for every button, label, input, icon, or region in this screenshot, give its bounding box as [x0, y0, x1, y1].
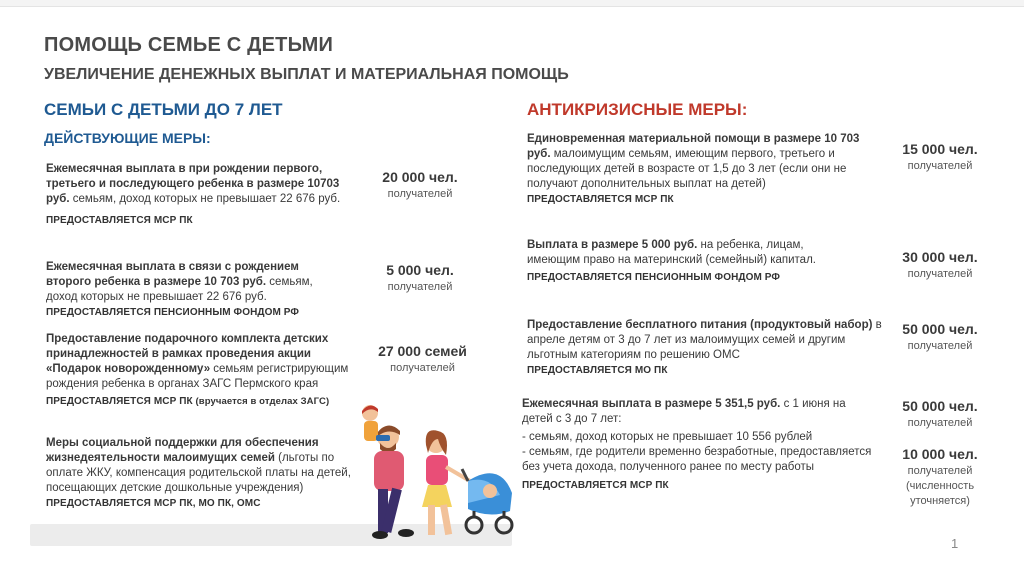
- measure-text: семьям регистрирующим рождения ребенка в органах ЗАГС Пермского края: [46, 363, 349, 390]
- stat-value: 10 000 чел.: [902, 446, 978, 462]
- slide-top-edge: [0, 0, 1024, 7]
- stat-value: 30 000 чел.: [902, 249, 978, 265]
- measure-provider: ПРЕДОСТАВЛЯЕТСЯ МСР ПК, МО ПК, ОМС: [46, 498, 261, 509]
- measure-lead: Предоставление подарочного комплекта детских принадлежностей в рамках проведения акции «Подарок новорожденному»: [46, 333, 329, 375]
- right-stat-4: [880, 398, 1000, 429]
- stat-value: 15 000 чел.: [902, 141, 978, 157]
- measure-lead: Выплата в размере 5 000 руб.: [527, 239, 698, 251]
- measure-lead: Предоставление бесплатного питания (продуктовый набор): [527, 319, 873, 331]
- stat-label: получателей: [390, 362, 455, 374]
- stat-label: получателей: [907, 465, 973, 477]
- measure-text: (льготы по оплате ЖКУ, компенсация родительской платы на детей, посещающих детские дошкольные учреждения): [46, 452, 351, 494]
- stat-label: получателей: [907, 160, 973, 172]
- measure-provider: ПРЕДОСТАВЛЯЕТСЯ ПЕНСИОННЫМ ФОНДОМ РФ: [46, 307, 300, 318]
- right-measure-3: [527, 318, 882, 378]
- right-section-title: АНТИКРИЗИСНЫЕ МЕРЫ:: [527, 100, 748, 119]
- measure-lead: Меры социальной поддержки для обеспечения жизнедеятельности малоимущих семей: [46, 437, 319, 464]
- stat-label: получателей: [387, 188, 453, 200]
- right-measure-2: [527, 238, 842, 285]
- stat-value: 5 000 чел.: [386, 262, 454, 278]
- left-measure-2: [46, 260, 321, 320]
- stat-label: получателей: [907, 340, 973, 352]
- measure-text: семьям, доход которых не превышает 22 676 руб.: [69, 193, 341, 205]
- stat-value: 50 000 чел.: [902, 398, 978, 414]
- stat-label: получателей: [907, 417, 973, 429]
- right-stat-5: [880, 446, 1000, 509]
- stat-note: (численность уточняется): [905, 480, 975, 507]
- left-measure-3: [46, 332, 356, 409]
- measure-provider: ПРЕДОСТАВЛЯЕТСЯ МО ПК: [527, 365, 668, 376]
- left-stat-1: [360, 169, 480, 200]
- child-figure: [362, 405, 390, 441]
- right-stat-2: [880, 249, 1000, 280]
- left-subsection-title: ДЕЙСТВУЮЩИЕ МЕРЫ:: [44, 130, 211, 146]
- left-stat-2: [360, 262, 480, 293]
- measure-text: семьям, доход которых не превышает 22 676 руб.: [46, 276, 313, 303]
- stat-value: 27 000 семей: [378, 343, 467, 359]
- measure-lead: Единовременная материальной помощи в размере 10 703 руб.: [527, 133, 860, 160]
- father-figure: [372, 425, 414, 539]
- measure-provider: ПРЕДОСТАВЛЯЕТСЯ ПЕНСИОННЫМ ФОНДОМ РФ: [527, 272, 781, 283]
- left-measure-4: [46, 436, 351, 511]
- measure-text: малоимущим семьям, имеющим первого, третьего и последующих детей в возрасте от 1,5 до 3 лет (если они не получают дополнительных выплат на детей): [527, 148, 847, 190]
- right-measure-1: [527, 132, 862, 207]
- right-measure-4: [522, 397, 877, 493]
- measure-lead: Ежемесячная выплата в при рождении первого, третьего и последующего ребенка в размере 10703 руб.: [46, 163, 340, 205]
- left-section-title: СЕМЬИ С ДЕТЬМИ ДО 7 ЛЕТ: [44, 100, 283, 119]
- page-number: 1: [951, 536, 959, 551]
- measure-provider: ПРЕДОСТАВЛЯЕТСЯ МСР ПК (вручается в отделах ЗАГС): [46, 396, 330, 407]
- family-illustration: [340, 395, 520, 545]
- right-stat-1: [880, 141, 1000, 172]
- measure-text: на ребенка, лицам, имеющим право на материнский (семейный) капитал.: [527, 239, 816, 266]
- measure-text: в апреле детям от 3 до 7 лет из малоимущих семей и другим льготным категориям по решению ОМС: [527, 319, 882, 361]
- stat-label: получателей: [387, 281, 453, 293]
- measure-provider: ПРЕДОСТАВЛЯЕТСЯ МСР ПК: [522, 480, 669, 491]
- right-stat-3: [880, 321, 1000, 352]
- stat-value: 20 000 чел.: [382, 169, 458, 185]
- measure-provider: ПРЕДОСТАВЛЯЕТСЯ МСР ПК: [46, 215, 193, 226]
- left-measure-1: [46, 162, 346, 228]
- measure-provider: ПРЕДОСТАВЛЯЕТСЯ МСР ПК: [527, 194, 674, 205]
- measure-bullet: - семьям, где родители временно безработные, предоставляется без учета дохода, полученного ранее по месту работы: [522, 446, 872, 473]
- stat-label: получателей: [907, 268, 973, 280]
- measure-bullet: - семьям, доход которых не превышает 10 556 рублей: [522, 431, 813, 443]
- stat-value: 50 000 чел.: [902, 321, 978, 337]
- page-subtitle: УВЕЛИЧЕНИЕ ДЕНЕЖНЫХ ВЫПЛАТ И МАТЕРИАЛЬНАЯ ПОМОЩЬ: [44, 66, 569, 83]
- measure-provider-note: (вручается в отделах ЗАГС): [192, 396, 330, 407]
- measure-text: с 1 июня на детей с 3 до 7 лет:: [522, 398, 846, 425]
- mother-figure: [422, 430, 470, 535]
- measure-lead: Ежемесячная выплата в размере 5 351,5 руб.: [522, 398, 781, 410]
- left-stat-3: [360, 343, 485, 374]
- page-title: ПОМОЩЬ СЕМЬЕ С ДЕТЬМИ: [44, 34, 334, 56]
- measure-lead: Ежемесячная выплата в связи с рождением второго ребенка в размере 10 703 руб.: [46, 261, 299, 288]
